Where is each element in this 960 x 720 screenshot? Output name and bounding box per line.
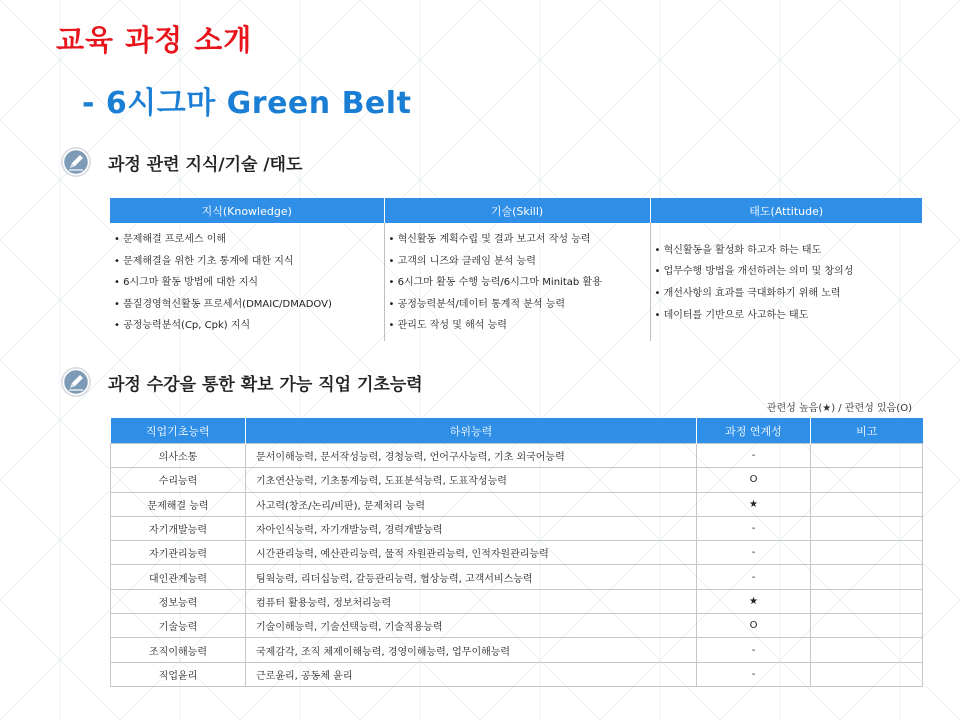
linkage-cell: - [697,444,811,468]
remark-cell [811,614,923,638]
table-row [111,444,923,468]
remark-cell [811,565,923,589]
knowledge-cell [110,223,384,341]
list-item: • 품질경영혁신활동 프로세서(DMAIC/DMADOV) [114,294,380,316]
sub-ability-cell: 문서이해능력, 문서작성능력, 경청능력, 언어구사능력, 기초 외국어능력 [246,444,697,468]
list-item: • 문제해결 프로세스 이해 [114,229,380,251]
section-title: 과정 수강을 통한 확보 가능 직업 기초능력 [108,374,423,395]
ability-cell: 직업윤리 [111,662,246,686]
table-row [111,638,923,662]
table-row [111,541,923,565]
remark-cell [811,662,923,686]
sub-ability-cell: 팀웍능력, 리더십능력, 갈등관리능력, 협상능력, 고객서비스능력 [246,565,697,589]
linkage-cell: - [697,662,811,686]
sub-ability-cell: 컴퓨터 활용능력, 정보처리능력 [246,589,697,613]
remark-cell [811,541,923,565]
remark-cell [811,492,923,516]
ability-cell: 조직이해능력 [111,638,246,662]
attitude-cell [650,223,922,341]
sub-ability-cell: 시간관리능력, 예산관리능력, 물적 자원관리능력, 인적자원관리능력 [246,541,697,565]
linkage-cell: - [697,638,811,662]
list-item: • 공정능력분석(Cp, Cpk) 지식 [114,315,380,337]
remark-cell [811,516,923,540]
list-item: • 혁신활동을 활성화 하고자 하는 태도 [655,240,919,262]
ability-cell: 정보능력 [111,589,246,613]
list-item: • 공정능력분석/데이터 통계적 분석 능력 [389,294,646,316]
header-ability: 직업기초능력 [111,418,246,444]
table-row [111,468,923,492]
list-item: • 문제해결을 위한 기초 통계에 대한 지식 [114,251,380,273]
linkage-cell: - [697,516,811,540]
ability-cell: 수리능력 [111,468,246,492]
section-ability-header [60,365,423,399]
knowledge-skill-attitude-table [110,198,922,341]
linkage-cell: ★ [697,492,811,516]
sub-ability-cell: 근로윤리, 공동체 윤리 [246,662,697,686]
skill-cell [384,223,650,341]
ability-cell: 문제해결 능력 [111,492,246,516]
ability-cell: 자기관리능력 [111,541,246,565]
relevance-legend: 관련성 높음(★) / 관련성 있음(O) [766,403,912,414]
list-item: • 업무수행 방법을 개선하려는 의미 및 창의성 [655,261,919,283]
remark-cell [811,589,923,613]
ability-cell: 기술능력 [111,614,246,638]
page-title: 교육 과정 소개 [56,23,253,57]
remark-cell [811,468,923,492]
table-row [111,589,923,613]
linkage-cell: O [697,468,811,492]
ability-cell: 대인관계능력 [111,565,246,589]
list-item: • 데이터를 기반으로 사고하는 태도 [655,305,919,327]
list-item: • 6시그마 활동 방법에 대한 지식 [114,272,380,294]
linkage-cell: - [697,565,811,589]
table-row [111,662,923,686]
table-row [111,565,923,589]
section-title: 과정 관련 지식/기술 /태도 [108,154,303,175]
header-remark: 비고 [811,418,923,444]
header-linkage: 과정 연계성 [697,418,811,444]
ability-cell: 의사소통 [111,444,246,468]
table-row [111,492,923,516]
remark-cell [811,444,923,468]
list-item: • 고객의 니즈와 클레임 분석 능력 [389,251,646,273]
sub-ability-cell: 국제감각, 조직 체제이해능력, 경영이해능력, 업무이해능력 [246,638,697,662]
section-knowledge-header [60,145,302,179]
header-sub-ability: 하위능력 [246,418,697,444]
linkage-cell: O [697,614,811,638]
table-row [111,614,923,638]
page-subtitle: - 6시그마 Green Belt [82,86,412,121]
list-item: • 혁신활동 계획수립 및 결과 보고서 작성 능력 [389,229,646,251]
table-row [111,516,923,540]
ability-cell: 자기개발능력 [111,516,246,540]
sub-ability-cell: 사고력(창조/논리/비판), 문제처리 능력 [246,492,697,516]
list-item: • 관리도 작성 및 해석 능력 [389,315,646,337]
header-knowledge: 지식(Knowledge) [110,198,384,223]
pencil-icon [60,146,92,178]
header-skill: 기술(Skill) [384,198,650,223]
sub-ability-cell: 기초연산능력, 기초통계능력, 도표분석능력, 도표작성능력 [246,468,697,492]
list-item: • 6시그마 활동 수행 능력/6시그마 Minitab 활용 [389,272,646,294]
pencil-icon [60,366,92,398]
list-item: • 개선사항의 효과를 극대화하기 위해 노력 [655,283,919,305]
linkage-cell: - [697,541,811,565]
linkage-cell: ★ [697,589,811,613]
header-attitude: 태도(Attitude) [650,198,922,223]
sub-ability-cell: 자아인식능력, 자기개발능력, 경력개발능력 [246,516,697,540]
sub-ability-cell: 기술이해능력, 기술선택능력, 기술적용능력 [246,614,697,638]
job-ability-table [110,418,923,687]
remark-cell [811,638,923,662]
